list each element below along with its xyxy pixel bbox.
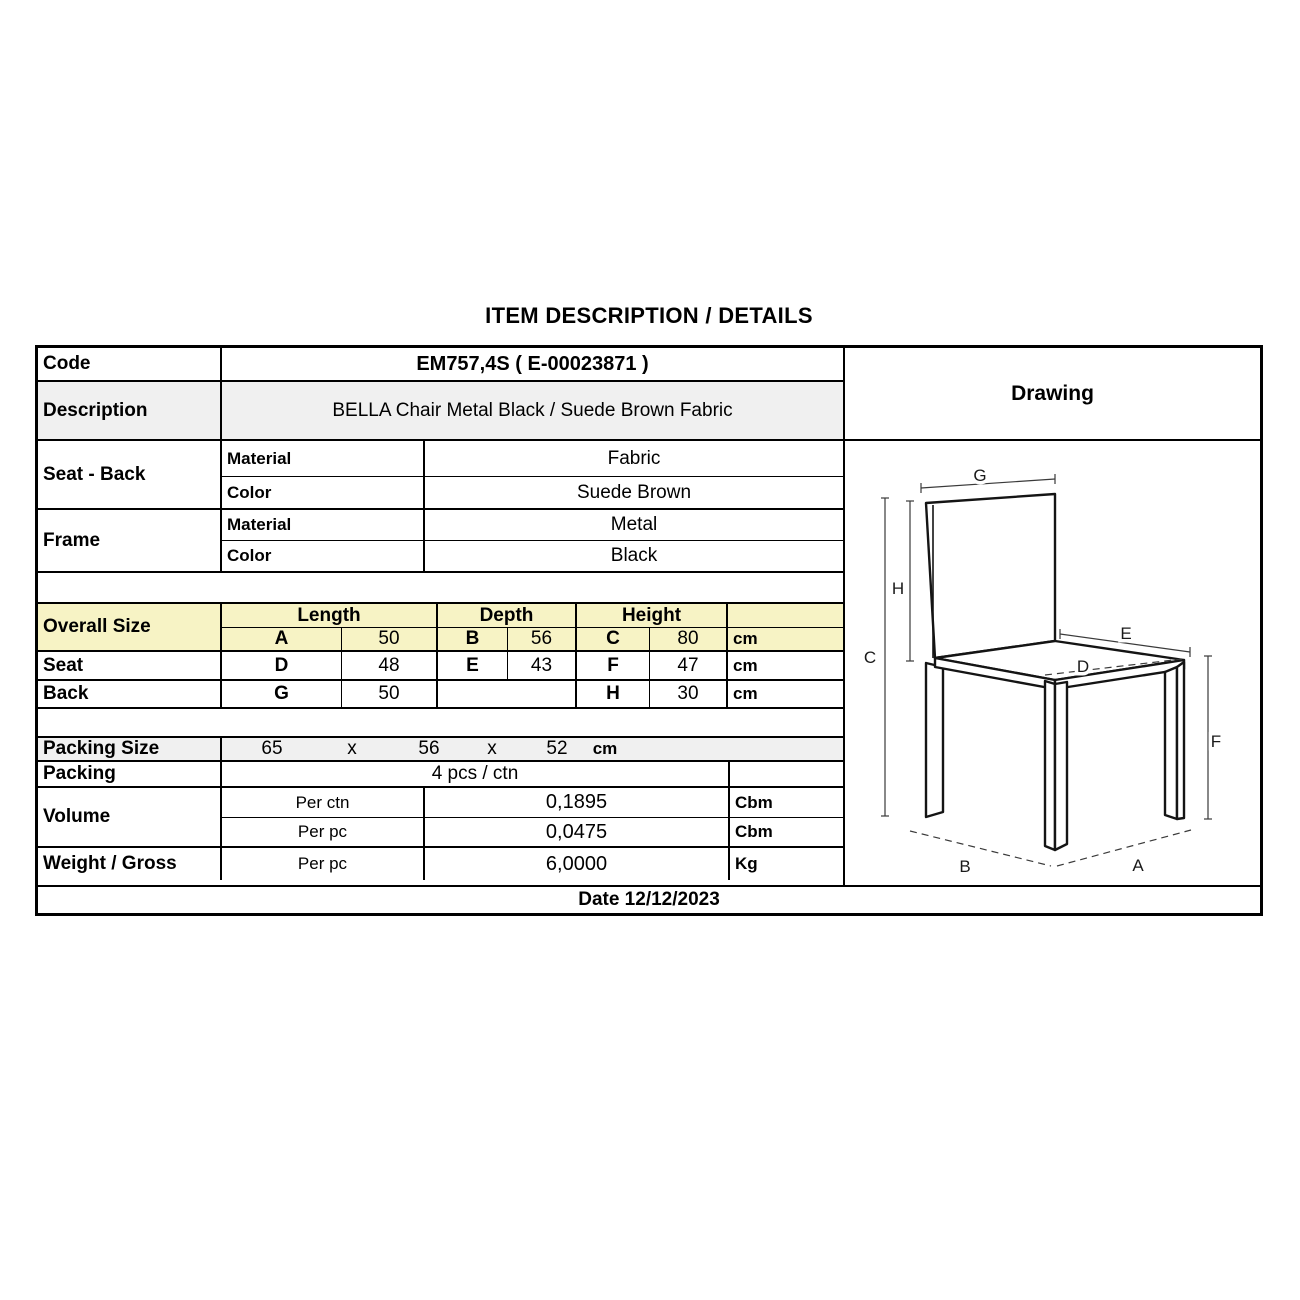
packing-size-row (38, 738, 843, 762)
seat-label: Seat (38, 652, 222, 679)
volume-per-ctn-label: Per ctn (222, 788, 425, 817)
packing-value: 4 pcs / ctn (222, 762, 730, 786)
size-value: 43 (508, 652, 577, 679)
volume-per-pc-label: Per pc (222, 818, 425, 846)
spec-table (35, 345, 1263, 916)
weight-per-pc-label: Per pc (222, 848, 425, 880)
height-header: Height (577, 604, 728, 627)
volume-per-ctn-unit: Cbm (735, 792, 773, 812)
volume-per-pc-row (222, 818, 843, 846)
size-letter: E (438, 652, 508, 679)
size-letter: A (222, 628, 342, 650)
dim-label-d: D (1076, 657, 1090, 676)
dim-label-c: C (863, 648, 877, 667)
chair-front-right-leg (1165, 667, 1177, 819)
seat-back-color-value: Suede Brown (576, 481, 692, 503)
page-title: ITEM DESCRIPTION / DETAILS (485, 303, 813, 328)
size-value: 47 (650, 652, 728, 679)
volume-per-ctn-value: 0,1895 (425, 788, 730, 817)
size-unit: cm (733, 684, 758, 703)
frame-material-row (222, 510, 843, 541)
packing-size-label: Packing Size (38, 738, 222, 760)
drawing-header: Drawing (845, 348, 1260, 441)
size-unit: cm (733, 655, 758, 675)
spacer-row (38, 573, 843, 604)
seat-back-section (38, 441, 843, 510)
size-value: 50 (342, 628, 438, 650)
size-value: 30 (650, 681, 728, 707)
frame-section (38, 510, 843, 573)
size-letter: F (577, 652, 650, 679)
size-row-overall (222, 628, 843, 650)
chair-backrest (926, 494, 1055, 658)
packing-label: Packing (38, 762, 222, 786)
volume-per-ctn-row (222, 788, 843, 818)
length-header: Length (222, 604, 438, 627)
packing-dim-height: 52 (546, 738, 568, 759)
overall-size-section (38, 604, 843, 652)
packing-size-unit: cm (592, 739, 618, 758)
size-header-unit-cell (728, 604, 843, 627)
seat-size-row (38, 652, 843, 681)
size-value: 56 (508, 628, 577, 650)
frame-material-label: Material (222, 510, 425, 540)
packing-dim-depth: 56 (418, 738, 440, 759)
dim-label-b: B (959, 857, 971, 876)
volume-per-pc-unit: Cbm (735, 822, 773, 841)
size-header-row (222, 604, 843, 628)
code-value: EM757,4S ( E-00023871 ) (416, 352, 649, 375)
weight-per-pc-value: 6,0000 (425, 848, 730, 880)
weight-per-pc-unit: Kg (735, 854, 758, 873)
chair-back-left-leg (926, 663, 943, 817)
packing-size-dims (222, 738, 843, 760)
seat-back-color-row (222, 477, 843, 508)
seat-back-material-row (222, 441, 843, 477)
chair-front-left-leg (1045, 681, 1055, 850)
size-letter: C (577, 628, 650, 650)
dim-label-a: A (1132, 856, 1144, 875)
frame-label: Frame (38, 510, 222, 571)
size-letter: B (438, 628, 508, 650)
overall-size-label: Overall Size (38, 604, 222, 650)
packing-dim-x: x (487, 738, 497, 759)
code-label: Code (38, 348, 222, 380)
packing-dim-length: 65 (261, 738, 283, 759)
size-value: 48 (342, 652, 438, 679)
description-label: Description (38, 382, 222, 439)
volume-label: Volume (38, 788, 222, 846)
date-value: Date 12/12/2023 (578, 889, 720, 910)
size-value: 50 (342, 681, 438, 707)
dim-label-h: H (891, 579, 905, 598)
frame-material-value: Metal (610, 514, 658, 535)
seat-back-label: Seat - Back (38, 441, 222, 508)
back-label: Back (38, 681, 222, 707)
size-letter: D (222, 652, 342, 679)
size-value: 80 (650, 628, 728, 650)
spacer-row (38, 709, 843, 738)
weight-gross-row (38, 848, 843, 880)
weight-gross-label: Weight / Gross (38, 848, 222, 880)
size-empty-cell (438, 681, 577, 707)
frame-color-row (222, 541, 843, 571)
description-value: BELLA Chair Metal Black / Suede Brown Fabric (332, 399, 733, 421)
size-letter: G (222, 681, 342, 707)
dim-label-f: F (1210, 732, 1222, 751)
drawing-column (843, 348, 1260, 885)
volume-section (38, 788, 843, 848)
code-row (38, 348, 843, 382)
seat-back-material-value: Fabric (607, 447, 661, 469)
seat-back-color-label: Color (222, 477, 425, 508)
dim-label-e: E (1120, 624, 1132, 643)
date-row (38, 885, 1260, 913)
frame-color-value: Black (610, 545, 658, 566)
size-letter: H (577, 681, 650, 707)
dim-label-g: G (973, 466, 987, 485)
frame-color-label: Color (222, 541, 425, 571)
seat-back-material-label: Material (222, 441, 425, 476)
volume-per-pc-value: 0,0475 (425, 818, 730, 846)
spec-table-left (38, 348, 843, 885)
packing-dim-x: x (347, 738, 357, 759)
depth-header: Depth (438, 604, 577, 627)
packing-unit-empty (730, 762, 843, 786)
packing-row (38, 762, 843, 788)
size-unit: cm (733, 629, 758, 648)
description-row (38, 382, 843, 441)
back-size-row (38, 681, 843, 709)
chair-drawing (845, 441, 1262, 880)
